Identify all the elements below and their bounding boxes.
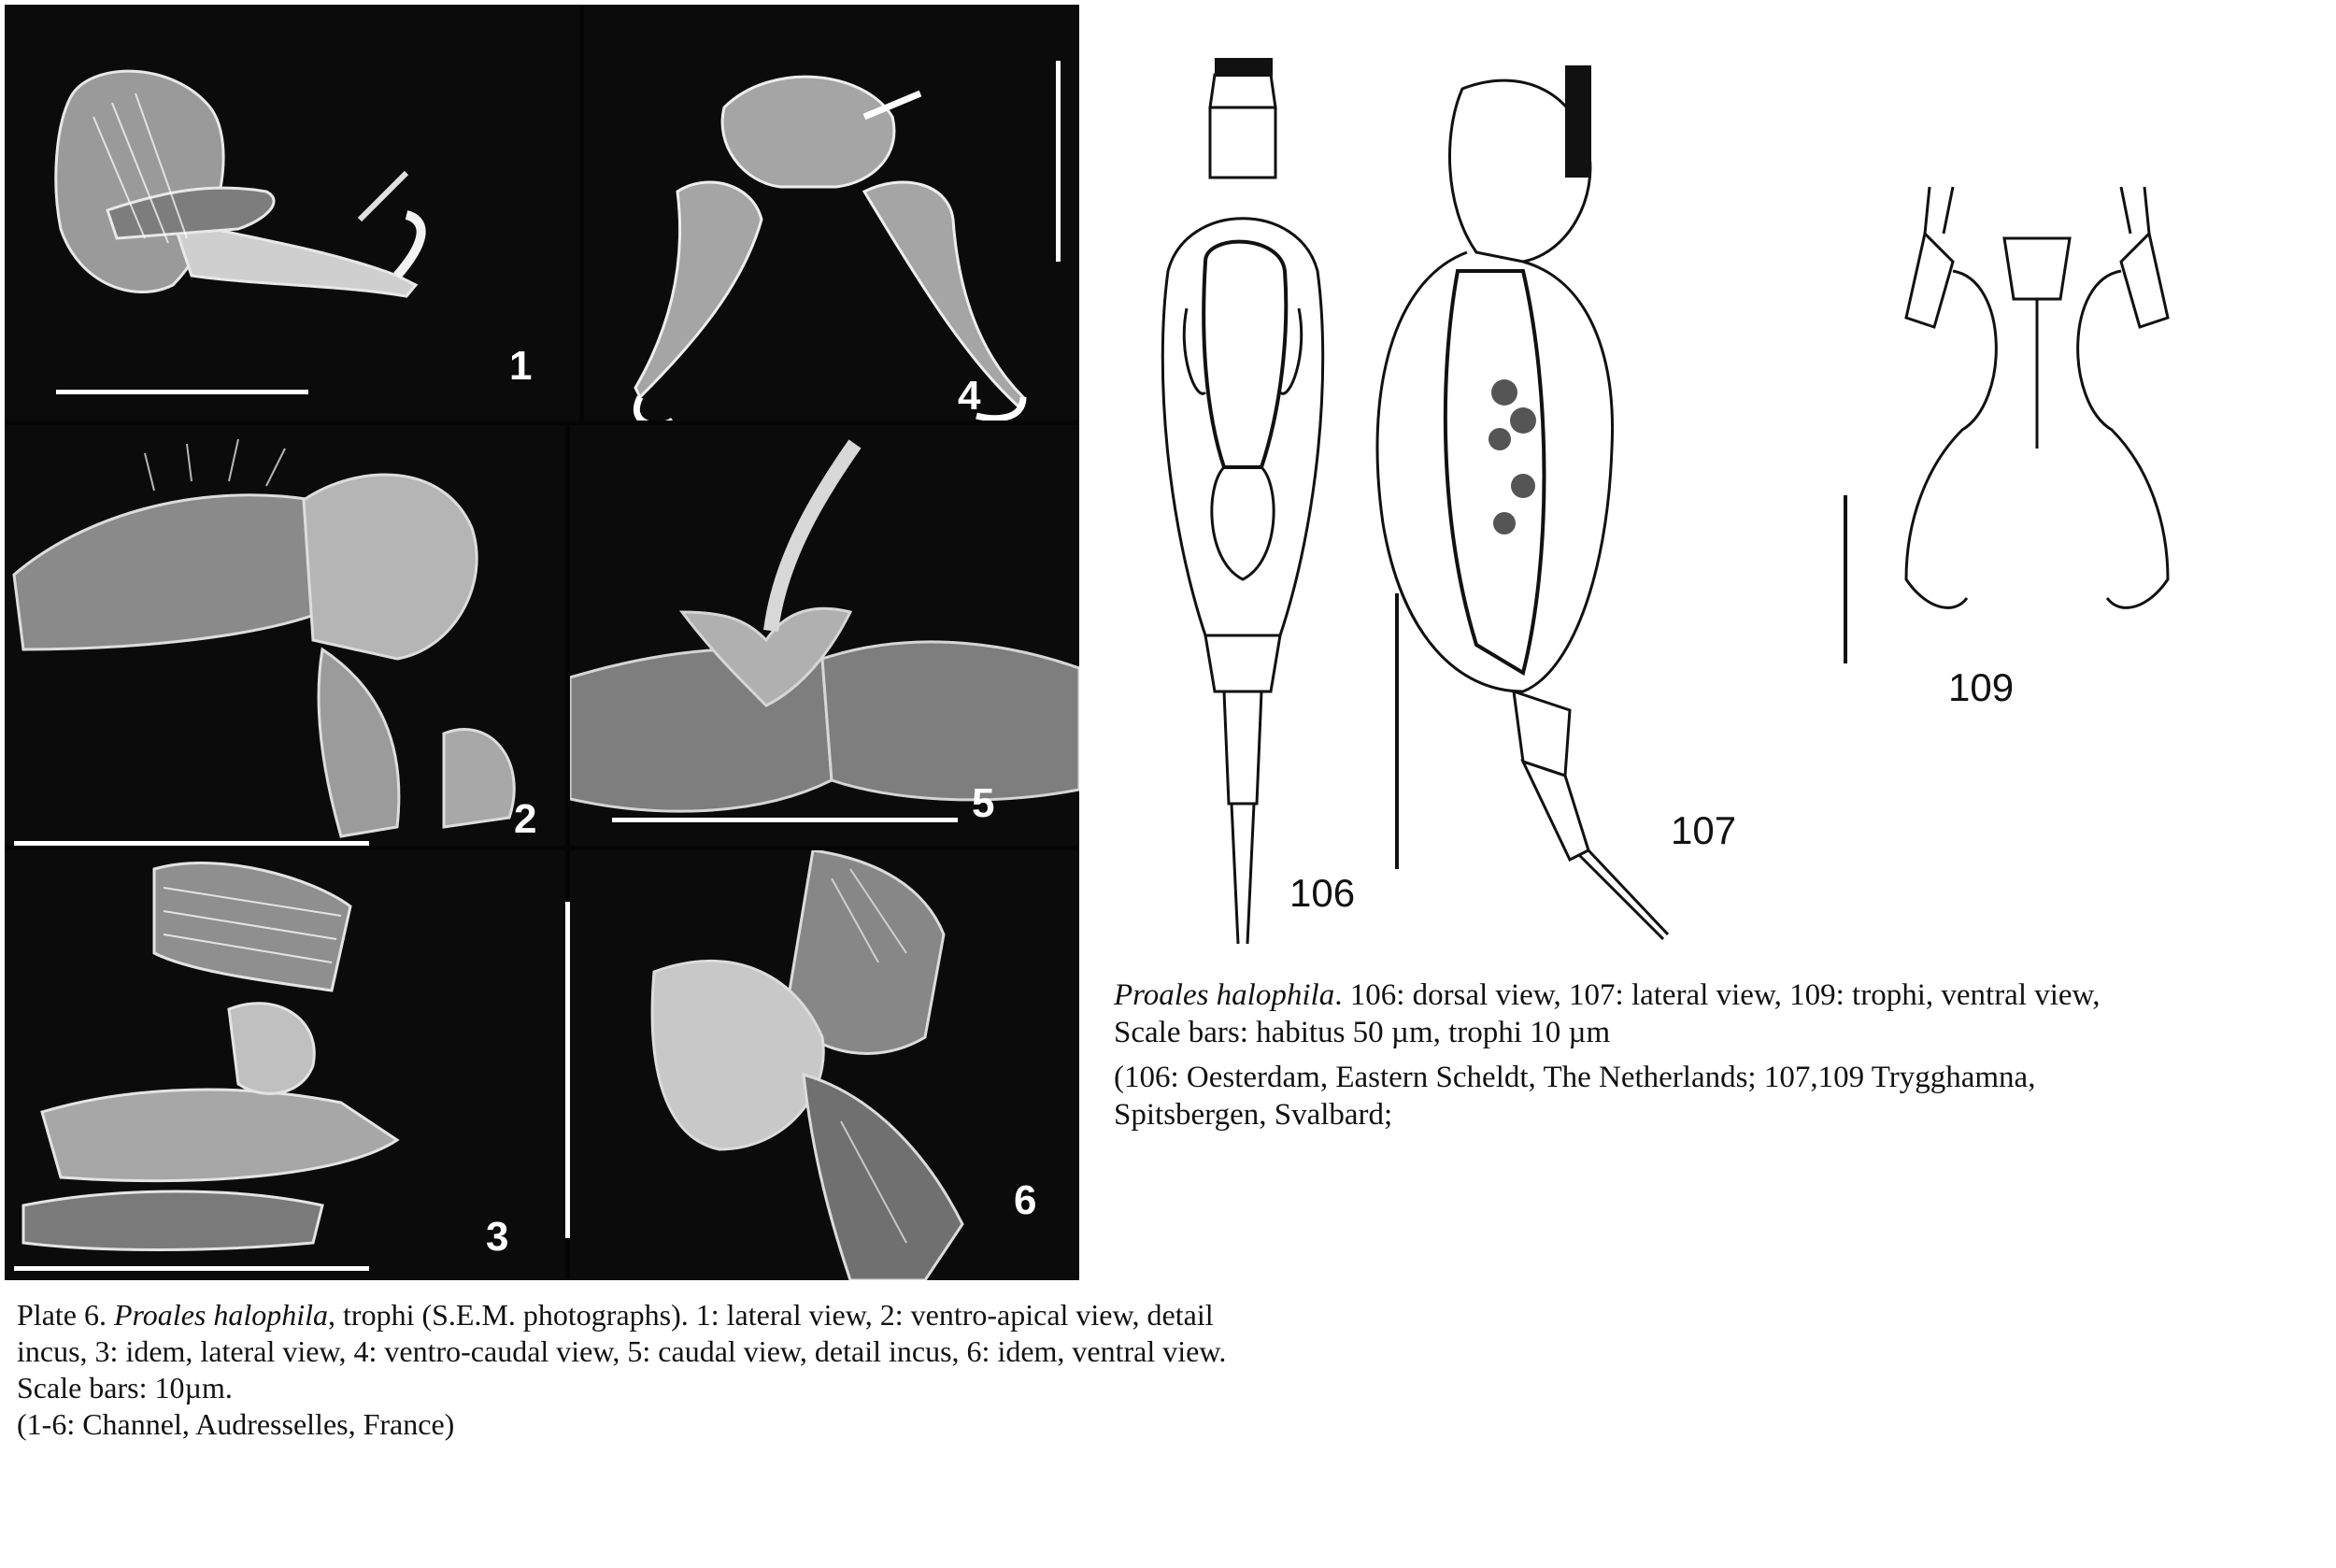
species-name: Proales halophila: [113, 1298, 329, 1332]
caption-line-1: Plate 6. Proales halophila, trophi (S.E.M. photographs). 1: lateral view, 2: ventro-apical view, detail: [17, 1298, 1214, 1332]
caption-line-4: Spitsbergen, Svalbard;: [1114, 1098, 1393, 1132]
trophi-lateral-detail-photo: [5, 850, 565, 1280]
sem-panel-5: [570, 425, 1079, 846]
plate-caption: [17, 1297, 1226, 1443]
scale-bar: [14, 1266, 369, 1271]
caption-line-2: incus, 3: idem, lateral view, 4: ventro-caudal view, 5: caudal view, detail incus, 6: idem, ventral view.: [17, 1334, 1227, 1368]
caption-line-1: Proales halophila. 106: dorsal view, 107: lateral view, 109: trophi, ventral view,: [1114, 978, 2101, 1012]
panel-number: 4: [958, 373, 981, 419]
cilia-lateral: [1565, 65, 1591, 178]
panel-number: 5: [972, 780, 995, 826]
panel-number: 2: [514, 796, 537, 842]
sem-panel-1: [5, 5, 579, 421]
trophi-ventro-caudal-photo: [584, 5, 1079, 421]
sem-panel-3: [5, 850, 565, 1280]
scale-bar: [565, 902, 570, 1238]
trophi-ventro-apical-photo: [5, 425, 565, 846]
sem-panel-2: [5, 425, 565, 846]
caption-line-3: Scale bars: 10µm.: [17, 1371, 233, 1404]
sem-plate: [5, 5, 1079, 1280]
species-name: Proales halophila: [1114, 978, 1335, 1012]
trophi-lateral-photo: [5, 5, 579, 421]
panel-number: 3: [486, 1214, 509, 1260]
sem-panel-4: [584, 5, 1079, 421]
scale-bar: [1056, 61, 1061, 262]
sem-panel-6: [570, 850, 1079, 1280]
dorsal-view-drawing: [1162, 75, 1322, 944]
trophi-ventral-photo: [570, 850, 1079, 1280]
habitus-drawings: [1084, 0, 2336, 962]
trophi-drawing: [1906, 187, 2168, 607]
scale-bar: [612, 818, 958, 822]
figure-label-107: 107: [1671, 808, 1737, 852]
trophi-caudal-photo: [570, 425, 1079, 846]
caption-line-3: (106: Oesterdam, Eastern Scheldt, The Netherlands; 107,109 Trygghamna,: [1114, 1061, 2036, 1094]
figure-label-109: 109: [1948, 665, 2015, 709]
cilia-dorsal: [1215, 58, 1273, 77]
panel-number: 1: [509, 343, 533, 389]
panel-number: 6: [1014, 1177, 1037, 1223]
caption-line-4: (1-6: Channel, Audresselles, France): [17, 1407, 455, 1441]
habitus-caption: [1114, 976, 2101, 1133]
scale-bar: [14, 841, 369, 846]
eggs: [1488, 379, 1536, 535]
lateral-view-drawing: [1377, 80, 1668, 939]
figure-label-106: 106: [1289, 871, 1356, 915]
caption-line-2: Scale bars: habitus 50 µm, trophi 10 µm: [1114, 1016, 1611, 1049]
scale-bar: [56, 390, 308, 394]
